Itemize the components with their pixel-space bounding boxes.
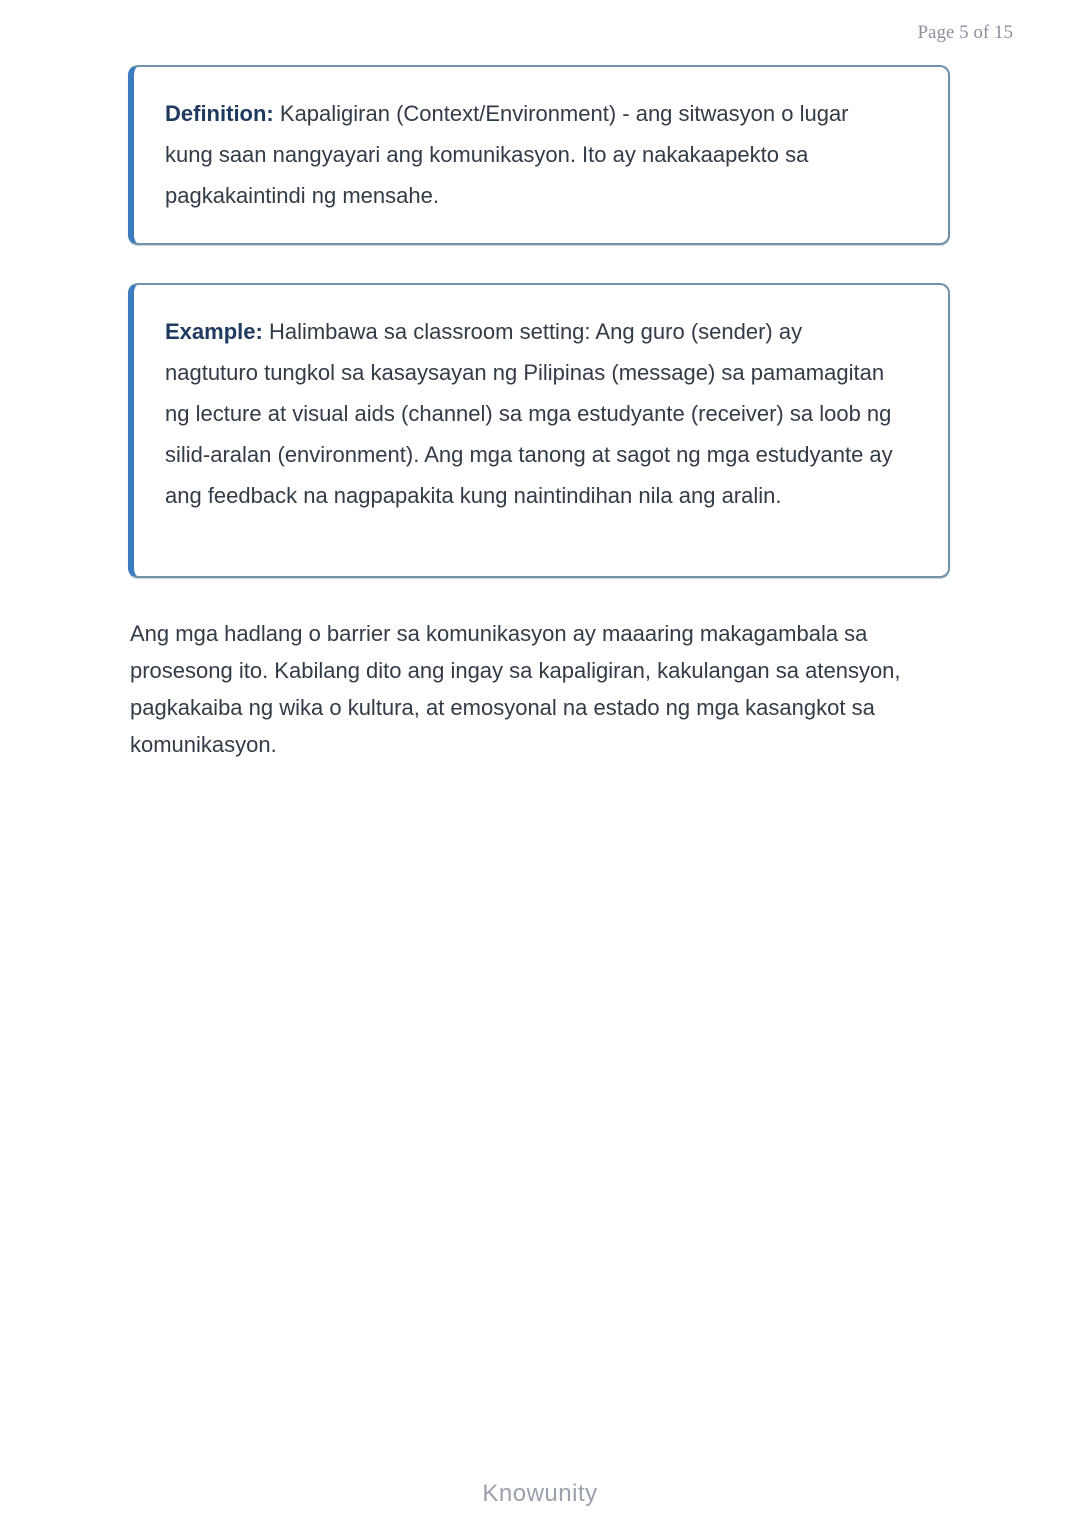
example-paragraph (165, 311, 896, 516)
barriers-paragraph: Ang mga hadlang o barrier sa komunikasyon ay maaaring makagambala sa prosesong ito. Kabilang dito ang ingay sa kapaligiran, kakulangan sa atensyon, pagkakaiba ng wika o kultura, at emosyonal na estado ng mga kasangkot sa komunikasyon. (130, 621, 901, 757)
example-label: Example: (165, 319, 263, 344)
definition-paragraph (165, 93, 896, 216)
definition-callout (128, 65, 950, 245)
footer-brand: Knowunity (482, 1480, 598, 1507)
example-callout (128, 283, 950, 578)
example-text: Halimbawa sa classroom setting: Ang guro (sender) ay nagtuturo tungkol sa kasaysayan ng Pilipinas (message) sa pamamagitan ng lecture at visual aids (channel) sa mga estudyante (receiver) sa loob ng silid-aralan (environment). Ang mga tanong at sagot ng mga estudyante ay ang feedback na nagpapakita kung naintindihan nila ang aralin. (165, 319, 893, 508)
definition-text: Kapaligiran (Context/Environment) - ang sitwasyon o lugar kung saan nangyayari ang komunikasyon. Ito ay nakakaapekto sa pagkakaintindi ng mensahe. (165, 101, 849, 208)
page-number-indicator: Page 5 of 15 (917, 22, 1013, 43)
definition-label: Definition: (165, 101, 274, 126)
